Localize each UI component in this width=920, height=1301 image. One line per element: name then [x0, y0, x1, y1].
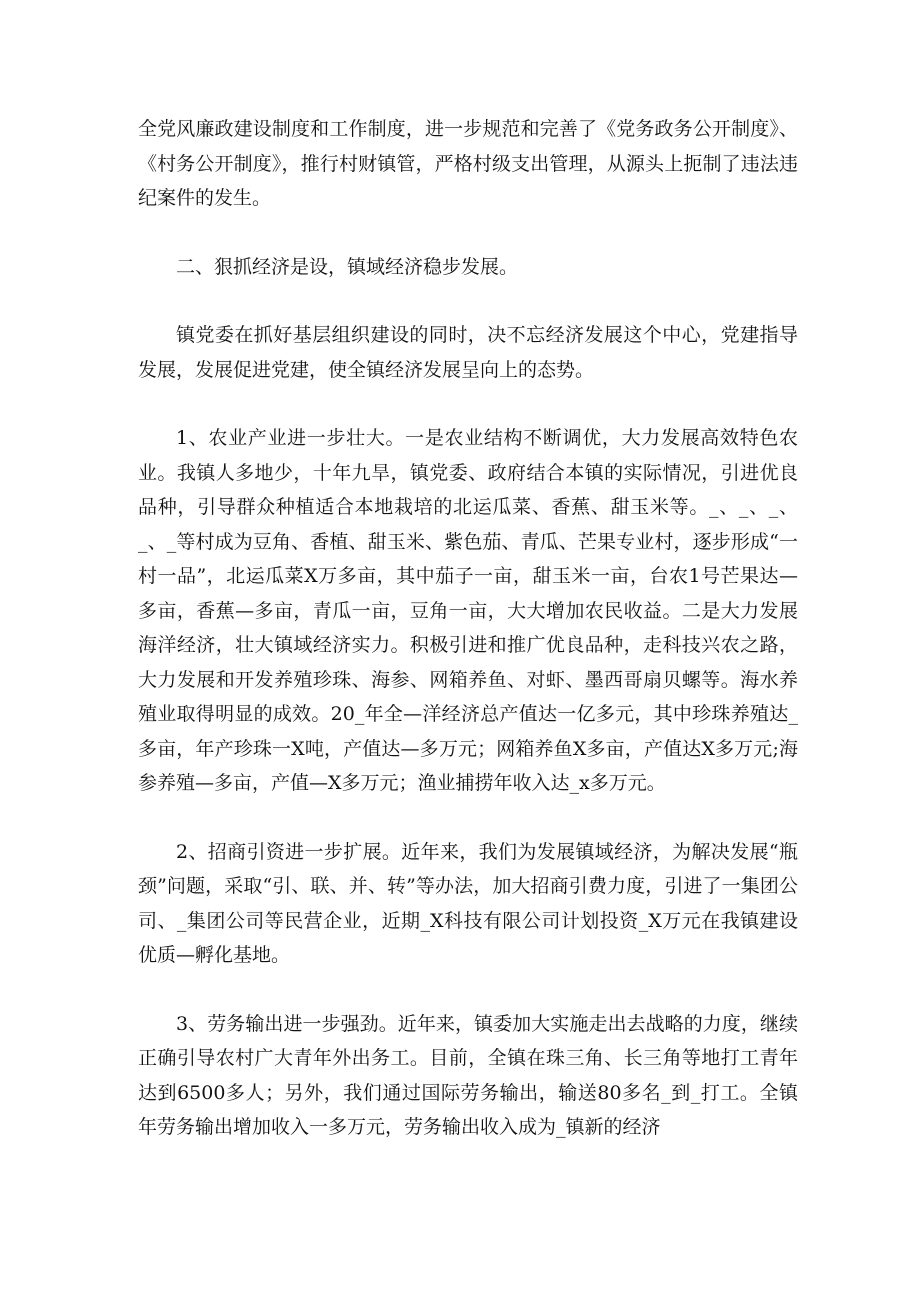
paragraph-party-economy: 镇党委在抓好基层组织建设的同时，决不忘经济发展这个中心，党建指导发展，发展促进党建，使全镇经济发展呈向上的态势。 [138, 324, 798, 381]
paragraph-investment: 2、招商引资进一步扩展。近年来，我们为发展镇域经济，为解决发展“瓶颈”问题，采取“引、联、并、转”等办法，加大招商引费力度，引进了一集团公司、_集团公司等民营企业，近期_X科技有限公司计划投资_X万元在我镇建设优质—孵化基地。 [138, 840, 798, 966]
section-heading-economy: 二、狠抓经济是设，镇域经济稳步发展。 [176, 255, 519, 278]
paragraph-agriculture: 1、农业产业进一步壮大。一是农业结构不断调优，大力发展高效特色农业。我镇人多地少，十年九旱，镇党委、政府结合本镇的实际情况，引进优良品种，引导群众种植适合本地栽培的北运瓜菜、香蕉、甜玉米等。_、_、_、_、_等村成为豆角、香植、甜玉米、紫色茄、青瓜、芒果专业村，逐步形成“一村一品”，北运瓜菜X万多亩，其中茄子一亩，甜玉米一亩，台农1号芒果达—多亩，香蕉—多亩，青瓜一亩，豆角一亩，大大增加农民收益。二是大力发展海洋经济，壮大镇域经济实力。积极引进和推广优良品种，走科技兴农之路，大力发展和开发养殖珍珠、海参、网箱养鱼、对虾、墨西哥扇贝螺等。海水养殖业取得明显的成效。20_年全—洋经济总产值达一亿多元，其中珍珠养殖达_多亩，年产珍珠一X吨，产值达—多万元；网箱养鱼X多亩，产值达X多万元;海参养殖—多亩，产值—X多万元；渔业捕捞年收入达_x多万元。 [138, 427, 798, 794]
paragraph-labor-export: 3、劳务输出进一步强劲。近年来，镇委加大实施走出去战略的力度，继续正确引导农村广大青年外出务工。目前，全镇在珠三角、长三角等地打工青年达到6500多人；另外，我们通过国际劳务输出，输送80多名_到_打工。全镇年劳务输出增加收入一多万元，劳务输出收入成为_镇新的经济 [138, 1012, 798, 1138]
paragraph-discipline-system: 全党风廉政建设制度和工作制度，进一步规范和完善了《党务政务公开制度》、《村务公开制度》，推行村财镇管，严格村级支出管理，从源头上扼制了违法违纪案件的发生。 [138, 118, 798, 209]
document-body [138, 112, 798, 1179]
